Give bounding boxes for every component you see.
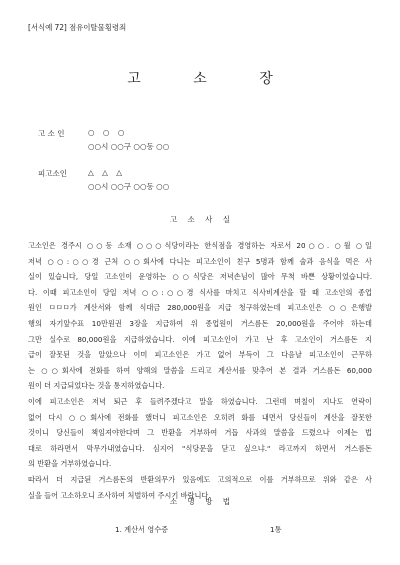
facts-line: 대로 하라면서 막무가내였습니다. 심지어 "식당문을 닫고 싶으냐." 라고까지 하면서 거스름돈 xyxy=(28,443,372,453)
facts-line: 는 ○○회사에 전화를 하여 양해의 말씀을 드리고 계산서를 맞추어 본 결과 거스름돈 60,000 xyxy=(28,365,372,375)
form-number: [서식예 72] 점유이탈물횡령죄 xyxy=(28,23,127,32)
facts-line: 행의 자기앞수표 10만원권 3장을 지급하여 위 종업원이 거스름돈 20,000원을 주어야 하는데 xyxy=(28,318,372,328)
complainant-role-label: 고 소 인 xyxy=(38,129,65,138)
facts-line: 이에 피고소인은 저녁 퇴근 후 들려주겠다고 말을 하였습니다. 그런데 며칠이 지나도 연락이 xyxy=(28,396,372,406)
document-title: 고 소 장 xyxy=(127,71,297,87)
facts-line: 그만 실수로 80,000원을 지급하였습니다. 이에 피고소인이 가고 난 후 고소인이 거스름돈 지 xyxy=(28,334,372,344)
facts-line: 다. 이때 피고소인이 당일 저녁 ○○:○○경 식사를 마치고 식사비계산을 할 때 고소인의 종업 xyxy=(28,287,372,297)
facts-line: 실이 있습니다, 당일 고소인이 운영하는 ○○식당은 저녁손님이 많아 무척 바쁜 상황이었습니다. xyxy=(28,272,372,282)
complainant-address: ○○시 ○○구 ○○동 ○○ xyxy=(88,142,170,151)
facts-line: 실을 들어 고소하오니 조사하여 처벌하여 주시기 바랍니다. xyxy=(28,490,211,500)
complainant-name: ○ ○ ○ xyxy=(88,128,128,137)
facts-line: 없어 다시 ○○회사에 전화를 했더니 피고소인은 오히려 화를 내면서 당신들이 계산을 잘못한 xyxy=(28,412,372,422)
facts-line: 고소인은 경주시 ○○동 소재 ○○○식당이라는 한식점을 경영하는 자로서 20○○. ○월 ○일 xyxy=(28,241,372,250)
facts-heading: 고 소 사 실 xyxy=(169,215,235,224)
defendant-role-label: 피고소인 xyxy=(38,169,67,178)
defendant-address: ○○시 ○○구 ○○동 ○○ xyxy=(88,182,170,191)
facts-line: 급이 잘못된 것을 알았으나 이미 피고소인은 가고 없어 부득이 그 다음날 피고소인이 근무하 xyxy=(28,350,372,360)
facts-line: 원인 ㅁㅁㅁ가 계산서와 함께 식대금 280,000원을 지급 청구하였는데 피고소인은 ○○은행발 xyxy=(28,303,372,313)
facts-line: 저녁 ○○:○○경 근처 ○○회사에 다니는 피고소인이 친구 5명과 함께 술과 음식을 먹은 사 xyxy=(28,256,372,266)
facts-body xyxy=(28,238,372,503)
facts-line: 따라서 더 지급된 거스름돈의 반환의무가 있음에도 고의적으로 이를 거부하므로 위와 같은 사 xyxy=(28,474,372,484)
defendant-name: △ △ △ xyxy=(88,168,126,177)
evidence-item-count: 1통 xyxy=(270,525,282,534)
facts-line: 의 반환을 거부하였습니다. xyxy=(28,459,112,469)
facts-line: 원이 더 지급되었다는 것을 통지하였습니다. xyxy=(28,381,165,391)
evidence-heading: 소 명 방 법 xyxy=(169,497,235,506)
facts-line: 것이니 당신들이 책임져야한다며 그 반환을 거부하여 거듭 사과의 말씀을 드렸으나 이제는 법 xyxy=(28,428,372,438)
evidence-item-label: 1. 계산서 영수증 xyxy=(115,525,169,534)
